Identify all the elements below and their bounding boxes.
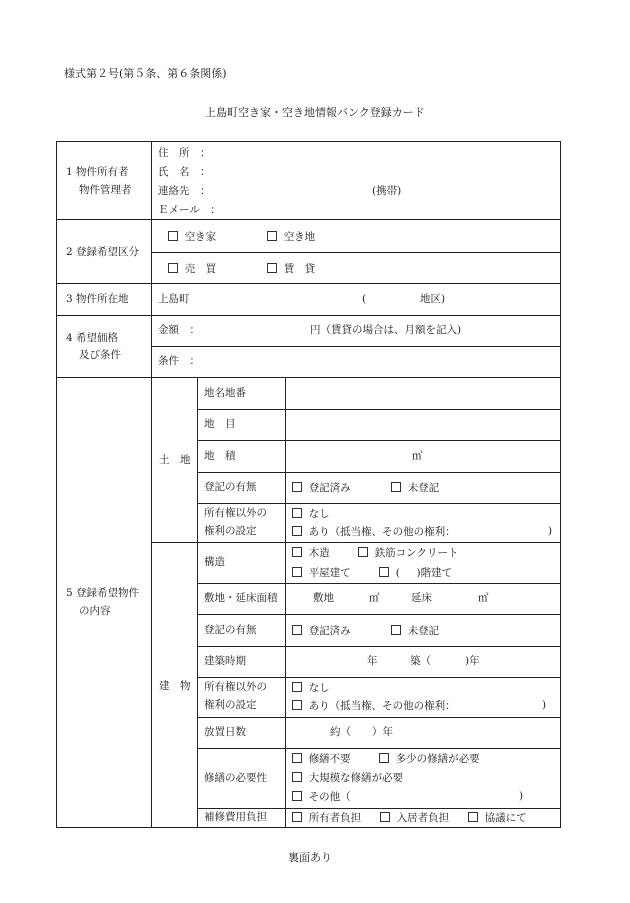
footer-note: 裏面あり xyxy=(288,851,332,864)
location-label: 3 物件所在地 xyxy=(66,293,129,305)
owner-label-1: 1 物件所有者 xyxy=(66,166,129,178)
checkbox-icon[interactable] xyxy=(292,682,302,692)
checkbox-icon[interactable] xyxy=(292,625,302,635)
building-registered-option[interactable]: 登記済み xyxy=(292,625,351,637)
page-title: 上島町空き家・空き地情報バンク登録カード xyxy=(205,106,425,119)
condition-label: 条件 ： xyxy=(158,355,200,367)
building-rights-some-option[interactable]: あり（抵当権、その他の権利： xyxy=(292,700,456,712)
land-registered-option[interactable]: 登記済み xyxy=(292,482,351,494)
cost-discuss-option[interactable]: 協議にて xyxy=(468,812,527,824)
floor-area-label: 敷地・延床面積 xyxy=(204,592,278,604)
cost-tenant-option[interactable]: 入居者負担 xyxy=(380,812,449,824)
checkbox-icon[interactable] xyxy=(292,812,302,822)
land-area-label: 地 積 xyxy=(204,450,236,462)
land-area-unit: ㎡ xyxy=(412,450,423,462)
amount-label: 金額 ： xyxy=(158,324,200,336)
structure-label: 構造 xyxy=(204,556,225,568)
repair-other-option[interactable]: その他（ xyxy=(292,791,351,803)
location-town: 上島町 xyxy=(158,293,190,305)
building-rights-label-1: 所有権以外の xyxy=(204,681,267,693)
building-registration-label: 登記の有無 xyxy=(204,624,257,636)
land-rights-label-1: 所有権以外の xyxy=(204,507,267,519)
option-vacant-house[interactable]: 空き家 xyxy=(168,231,216,243)
price-label-1: 4 希望価格 xyxy=(66,332,119,344)
property-label-2: の内容 xyxy=(79,605,111,617)
structure-steel-option[interactable]: 鉄筋コンクリート xyxy=(358,547,458,559)
land-rights-close: ) xyxy=(548,525,553,537)
repair-some-option[interactable]: 多少の修繕が必要 xyxy=(379,753,480,765)
repair-close: ) xyxy=(519,790,524,802)
building-unregistered-option[interactable]: 未登記 xyxy=(391,625,439,637)
built-age: 築（ xyxy=(410,655,431,667)
checkbox-icon[interactable] xyxy=(292,508,302,518)
floor-label: 延床 xyxy=(411,592,432,604)
structure-multi-option[interactable]: ( )階建て xyxy=(379,567,452,579)
checkbox-icon[interactable] xyxy=(292,791,302,801)
land-rights-none-option[interactable]: なし xyxy=(292,508,330,520)
floor-unit: ㎡ xyxy=(478,592,489,604)
form-number: 様式第２号(第５条、第６条関係) xyxy=(64,67,227,80)
built-age-unit: )年 xyxy=(465,655,480,667)
vacant-value: 約（ ）年 xyxy=(330,726,393,738)
checkbox-icon[interactable] xyxy=(380,812,390,822)
checkbox-icon[interactable] xyxy=(391,482,401,492)
built-year: 年 xyxy=(367,655,378,667)
structure-wood-option[interactable]: 木造 xyxy=(292,547,330,559)
building-rights-label-2: 権利の設定 xyxy=(204,699,257,711)
cost-label: 補修費用負担 xyxy=(204,811,267,823)
building-rights-none-option[interactable]: なし xyxy=(292,682,330,694)
location-paren: ( xyxy=(362,293,367,305)
checkbox-icon[interactable] xyxy=(379,567,389,577)
repair-none-option[interactable]: 修繕不要 xyxy=(292,753,351,765)
land-lot-label: 地名地番 xyxy=(204,387,246,399)
property-label-1: 5 登録希望物件 xyxy=(66,587,140,599)
checkbox-icon[interactable] xyxy=(292,772,302,782)
land-category-label: 地 目 xyxy=(204,418,236,430)
location-district: 地区) xyxy=(420,293,446,305)
checkbox-icon[interactable] xyxy=(358,547,368,557)
checkbox-icon[interactable] xyxy=(267,231,277,241)
vacant-label: 放置日数 xyxy=(204,726,246,738)
option-sale[interactable]: 売 買 xyxy=(168,263,216,275)
built-label: 建築時期 xyxy=(204,655,246,667)
site-label: 敷地 xyxy=(313,592,334,604)
price-label-2: 及び条件 xyxy=(79,349,121,361)
checkbox-icon[interactable] xyxy=(468,812,478,822)
repair-label: 修繕の必要性 xyxy=(204,772,267,784)
land-rights-label-2: 権利の設定 xyxy=(204,525,257,537)
option-vacant-land[interactable]: 空き地 xyxy=(267,231,315,243)
repair-major-option[interactable]: 大規模な修繕が必要 xyxy=(292,772,403,784)
land-unregistered-option[interactable]: 未登記 xyxy=(391,482,439,494)
checkbox-icon[interactable] xyxy=(292,547,302,557)
checkbox-icon[interactable] xyxy=(379,753,389,763)
checkbox-icon[interactable] xyxy=(292,700,302,710)
registration-type-label: 2 登録希望区分 xyxy=(66,246,140,258)
checkbox-icon[interactable] xyxy=(292,567,302,577)
structure-single-option[interactable]: 平屋建て xyxy=(292,567,351,579)
name-label: 氏 名 ： xyxy=(158,166,211,178)
cost-owner-option[interactable]: 所有者負担 xyxy=(292,812,361,824)
mobile-label: (携帯) xyxy=(372,185,402,197)
address-label: 住 所 ： xyxy=(158,147,211,159)
land-rights-some-option[interactable]: あり（抵当権、その他の権利： xyxy=(292,526,456,538)
checkbox-icon[interactable] xyxy=(391,625,401,635)
building-group-label: 建 物 xyxy=(159,680,191,692)
checkbox-icon[interactable] xyxy=(292,753,302,763)
option-rent[interactable]: 賃 貸 xyxy=(267,263,315,275)
checkbox-icon[interactable] xyxy=(267,263,277,273)
land-group-label: 土 地 xyxy=(159,454,191,466)
site-unit: ㎡ xyxy=(369,592,380,604)
building-rights-close: ) xyxy=(542,699,547,711)
checkbox-icon[interactable] xyxy=(168,231,178,241)
contact-label: 連絡先 ： xyxy=(158,185,211,197)
owner-label-2: 物件管理者 xyxy=(79,184,132,196)
land-registration-label: 登記の有無 xyxy=(204,481,257,493)
checkbox-icon[interactable] xyxy=(292,526,302,536)
amount-note: 円（賃貸の場合は、月額を記入) xyxy=(310,324,462,336)
checkbox-icon[interactable] xyxy=(292,482,302,492)
email-label: Ｅメール ： xyxy=(158,204,221,216)
checkbox-icon[interactable] xyxy=(168,263,178,273)
